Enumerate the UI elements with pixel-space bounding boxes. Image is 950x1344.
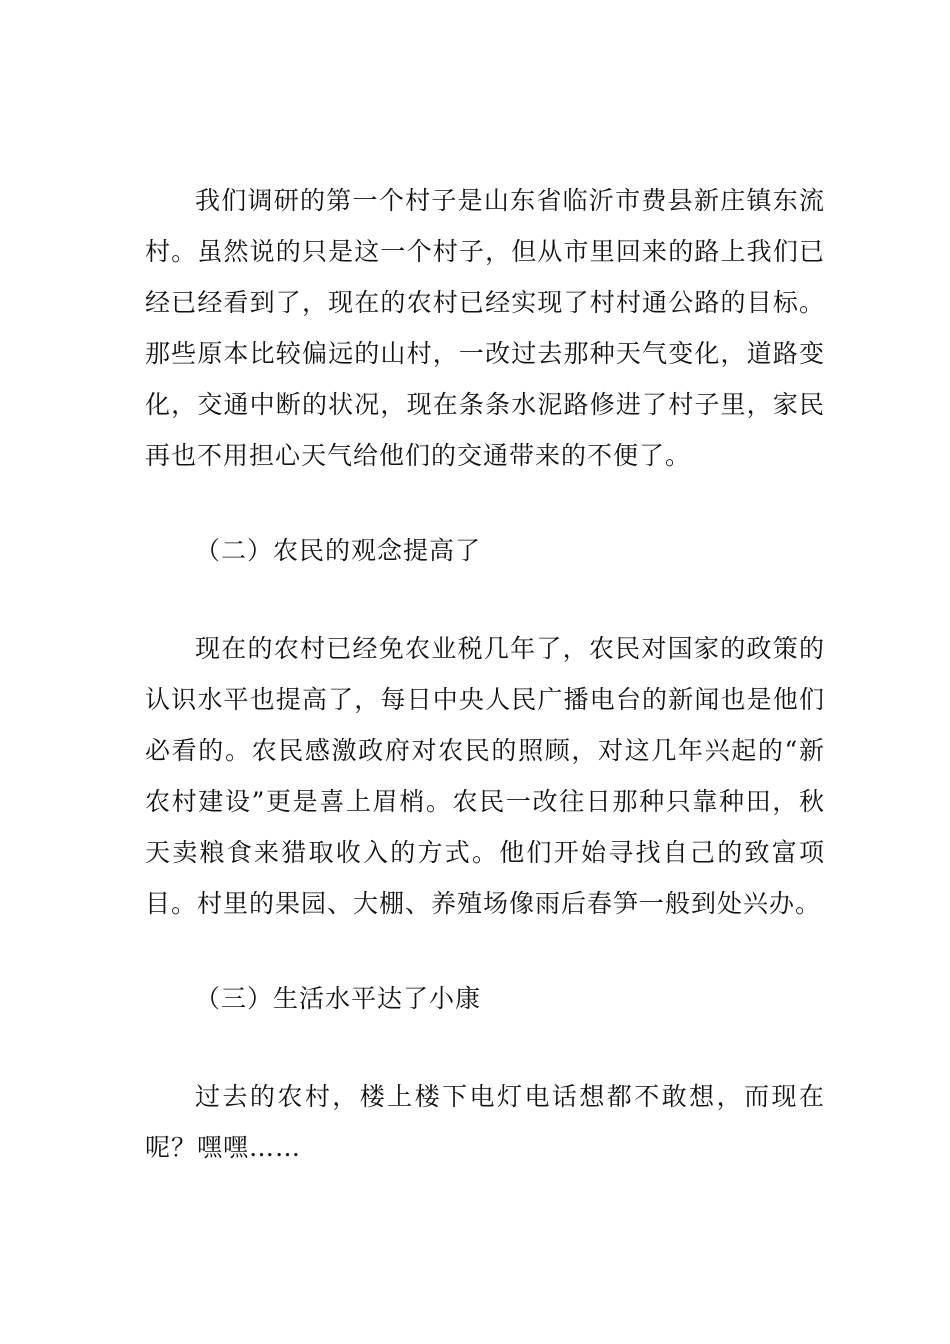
paragraph-text: 我们调研的第一个村子是山东省临沂市费县新庄镇东流村。虽然说的只是这一个村子，但从市里回来的路上我们已经已经看到了，现在的农村已经实现了村村通公路的目标。那些原本比较偏远的山村，一改过去那种天气变化，道路变化，交通中断的状况，现在条条水泥路修进了村子里，家民再也不用担心天气给他们的交通带来的不便了。 — [145, 186, 825, 470]
paragraph-farmers-ideas — [145, 623, 825, 929]
heading-text: （三）生活水平达了小康 — [195, 984, 482, 1013]
paragraph-village-roads — [145, 175, 825, 481]
paragraph-text: 现在的农村已经免农业税几年了，农民对国家的政策的认识水平也提高了，每日中央人民广播电台的新闻也是他们必看的。农民感激政府对农民的照顾，对这几年兴起的“新农村建设”更是喜上眉梢。农民一改往日那种只靠种田，秋天卖粮食来猎取收入的方式。他们开始寻找自己的致富项目。村里的果园、大棚、养殖场像雨后春笋一般到处兴办。 — [145, 634, 825, 918]
section-heading-living-standard — [145, 973, 825, 1024]
section-heading-farmers-ideas — [145, 525, 825, 576]
heading-text: （二）农民的观念提高了 — [195, 536, 482, 565]
paragraph-living-standard — [145, 1071, 825, 1173]
paragraph-text: 过去的农村，楼上楼下电灯电话想都不敢想，而现在呢？嘿嘿…… — [145, 1082, 825, 1162]
